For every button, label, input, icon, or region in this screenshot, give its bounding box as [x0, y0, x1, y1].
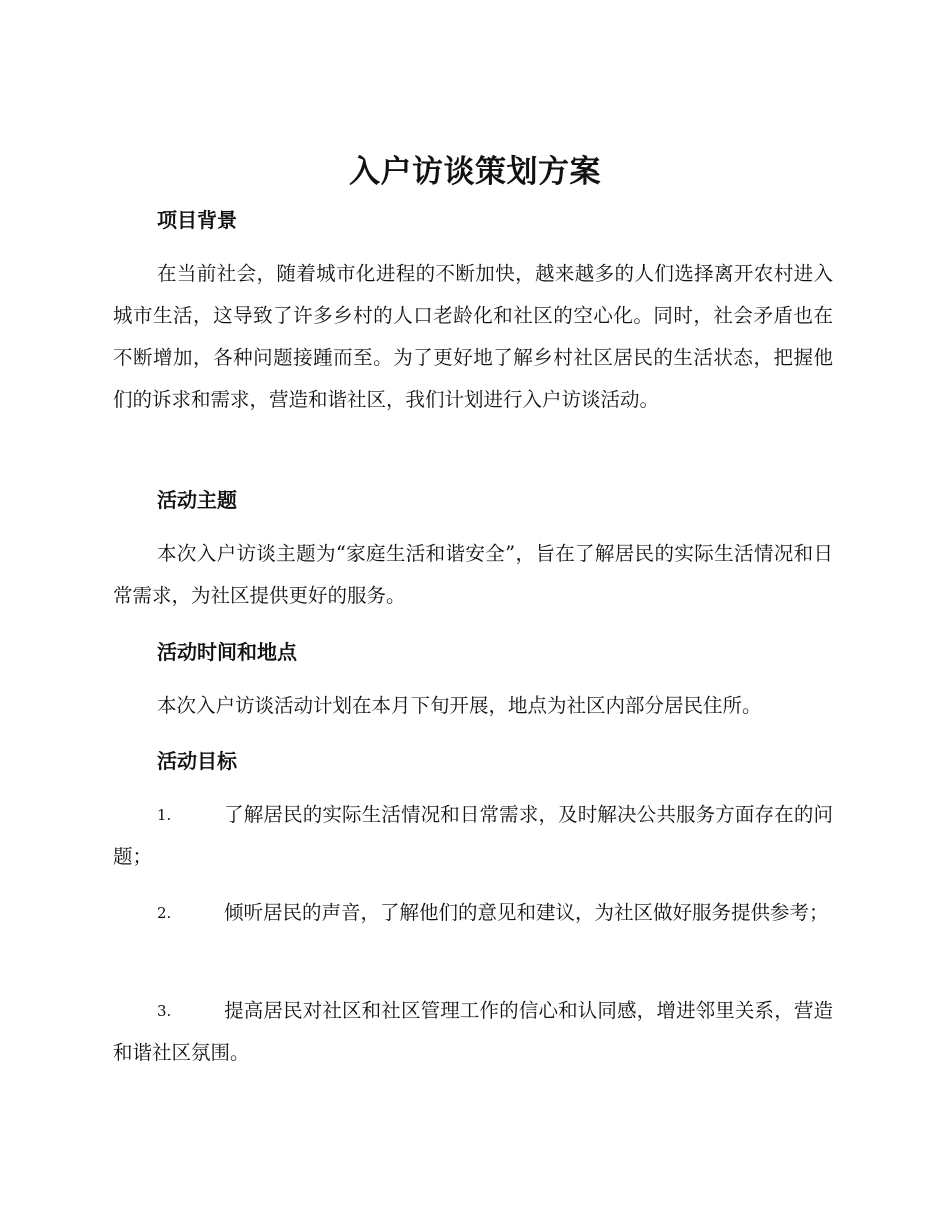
list-item	[113, 794, 833, 878]
list-item	[113, 990, 833, 1074]
section-paragraph-time-place: 本次入户访谈活动计划在本月下旬开展，地点为社区内部分居民住所。	[157, 694, 762, 717]
section-heading-time-place: 活动时间和地点	[157, 640, 297, 664]
list-item-text: 倾听居民的声音，了解他们的意见和建议，为社区做好服务提供参考；	[224, 901, 829, 924]
list-item	[113, 892, 833, 934]
list-item-text: 提高居民对社区和社区管理工作的信心和认同感，增进邻里关系，营造和谐社区氛围。	[113, 999, 833, 1064]
section-paragraph-theme: 本次入户访谈主题为“家庭生活和谐安全”，旨在了解居民的实际生活情况和日常需求，为社区提供更好的服务。	[113, 542, 833, 607]
section-heading-theme: 活动主题	[157, 488, 237, 512]
document-title: 入户访谈策划方案	[349, 154, 601, 190]
section-heading-goals: 活动目标	[157, 749, 237, 773]
list-item-text: 了解居民的实际生活情况和日常需求，及时解决公共服务方面存在的问题；	[113, 803, 833, 868]
list-item-number: 1.	[157, 806, 172, 824]
section-paragraph-background: 在当前社会，随着城市化进程的不断加快，越来越多的人们选择离开农村进入城市生活，这导致了许多乡村的人口老龄化和社区的空心化。同时，社会矛盾也在不断增加，各种问题接踵而至。为了更好地了解乡村社区居民的生活状态，把握他们的诉求和需求，营造和谐社区，我们计划进行入户访谈活动。	[113, 262, 833, 411]
list-item-number: 2.	[157, 904, 172, 922]
section-heading-background: 项目背景	[157, 208, 237, 232]
list-item-number: 3.	[157, 1002, 172, 1020]
